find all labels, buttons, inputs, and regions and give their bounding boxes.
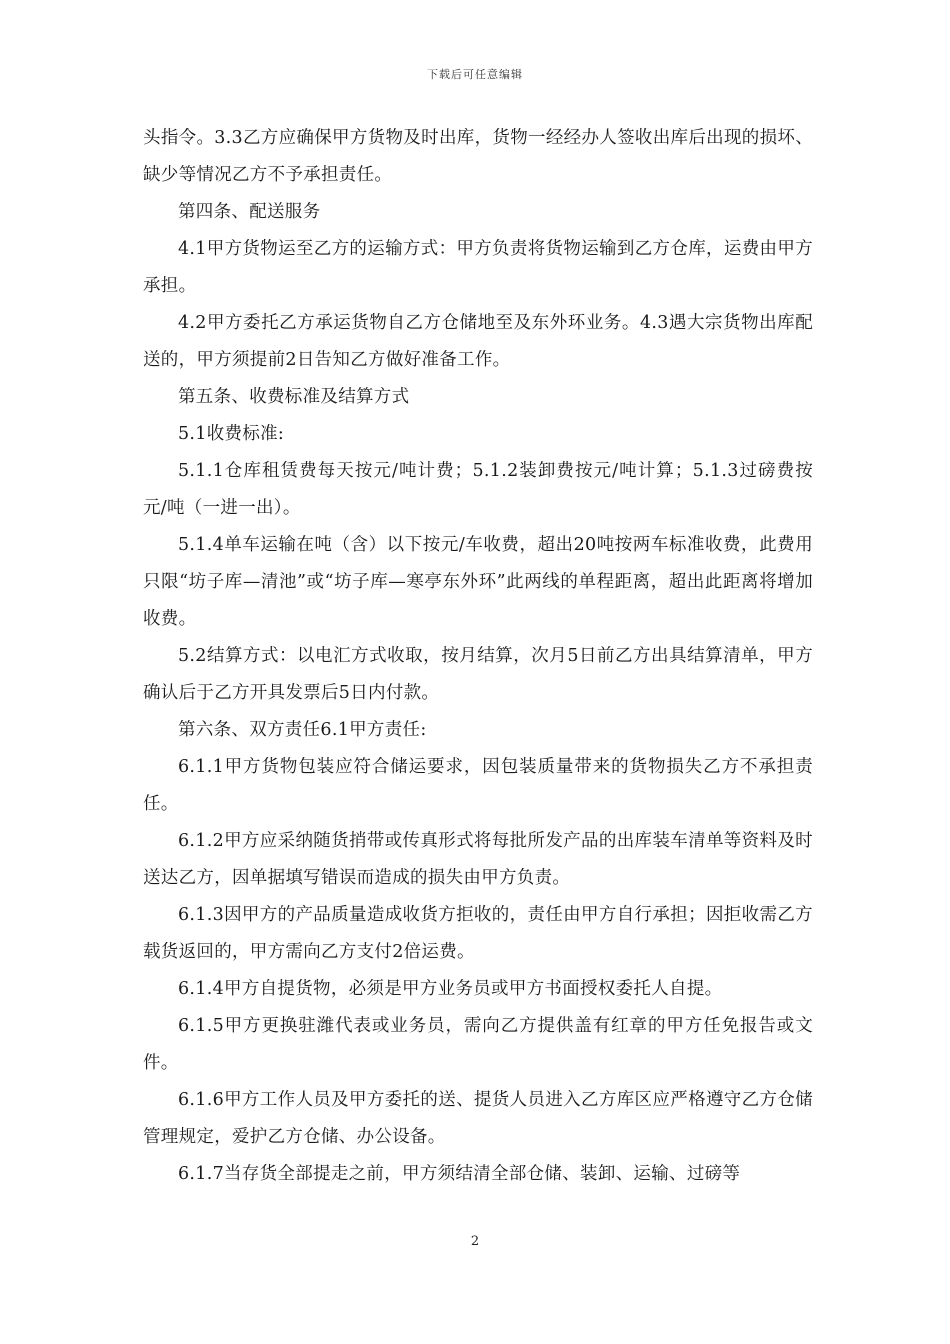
- page-number: 2: [470, 1234, 480, 1249]
- paragraph: 4.1甲方货物运至乙方的运输方式：甲方负责将货物运输到乙方仓库，运费由甲方承担。: [143, 239, 813, 296]
- paragraph: 4.2甲方委托乙方承运货物自乙方仓储地至及东外环业务。4.3遇大宗货物出库配送的，甲方须提前2日告知乙方做好准备工作。: [143, 313, 813, 370]
- paragraph: 头指令。3.3乙方应确保甲方货物及时出库，货物一经经办人签收出库后出现的损坏、缺少等情况乙方不予承担责任。: [143, 128, 813, 185]
- paragraph: 6.1.4甲方自提货物，必须是甲方业务员或甲方书面授权委托人自提。: [178, 979, 723, 999]
- paragraph: 6.1.1甲方货物包装应符合储运要求，因包装质量带来的货物损失乙方不承担责任。: [143, 757, 813, 814]
- paragraph: 5.1.4单车运输在吨（含）以下按元/车收费，超出20吨按两车标准收费，此费用只限“坊子库—清池”或“坊子库—寒亭东外环”此两线的单程距离，超出此距离将增加收费。: [143, 535, 813, 629]
- paragraph: 6.1.5甲方更换驻潍代表或业务员，需向乙方提供盖有红章的甲方任免报告或文件。: [143, 1016, 813, 1073]
- paragraph: 5.2结算方式：以电汇方式收取，按月结算，次月5日前乙方出具结算清单，甲方确认后于乙方开具发票后5日内付款。: [143, 646, 813, 703]
- section-heading-4: 第四条、配送服务: [178, 202, 321, 222]
- paragraph: 6.1.2甲方应采纳随货捎带或传真形式将每批所发产品的出库装车清单等资料及时送达乙方，因单据填写错误而造成的损失由甲方负责。: [143, 831, 813, 888]
- paragraph: 6.1.3因甲方的产品质量造成收货方拒收的，责任由甲方自行承担；因拒收需乙方载货返回的，甲方需向乙方支付2倍运费。: [143, 905, 813, 962]
- paragraph: 6.1.7当存货全部提走之前，甲方须结清全部仓储、装卸、运输、过磅等: [178, 1164, 741, 1184]
- document-body: [143, 120, 813, 1193]
- page-header-note: 下载后可任意编辑: [427, 68, 523, 81]
- section-heading-6: 第六条、双方责任6.1甲方责任:: [178, 720, 427, 740]
- section-heading-5: 第五条、收费标准及结算方式: [178, 387, 410, 407]
- paragraph: 5.1收费标准:: [178, 424, 285, 444]
- paragraph: 6.1.6甲方工作人员及甲方委托的送、提货人员进入乙方库区应严格遵守乙方仓储管理规定，爱护乙方仓储、办公设备。: [143, 1090, 813, 1147]
- paragraph: 5.1.1仓库租赁费每天按元/吨计费；5.1.2装卸费按元/吨计算；5.1.3过磅费按元/吨（一进一出）。: [143, 461, 813, 518]
